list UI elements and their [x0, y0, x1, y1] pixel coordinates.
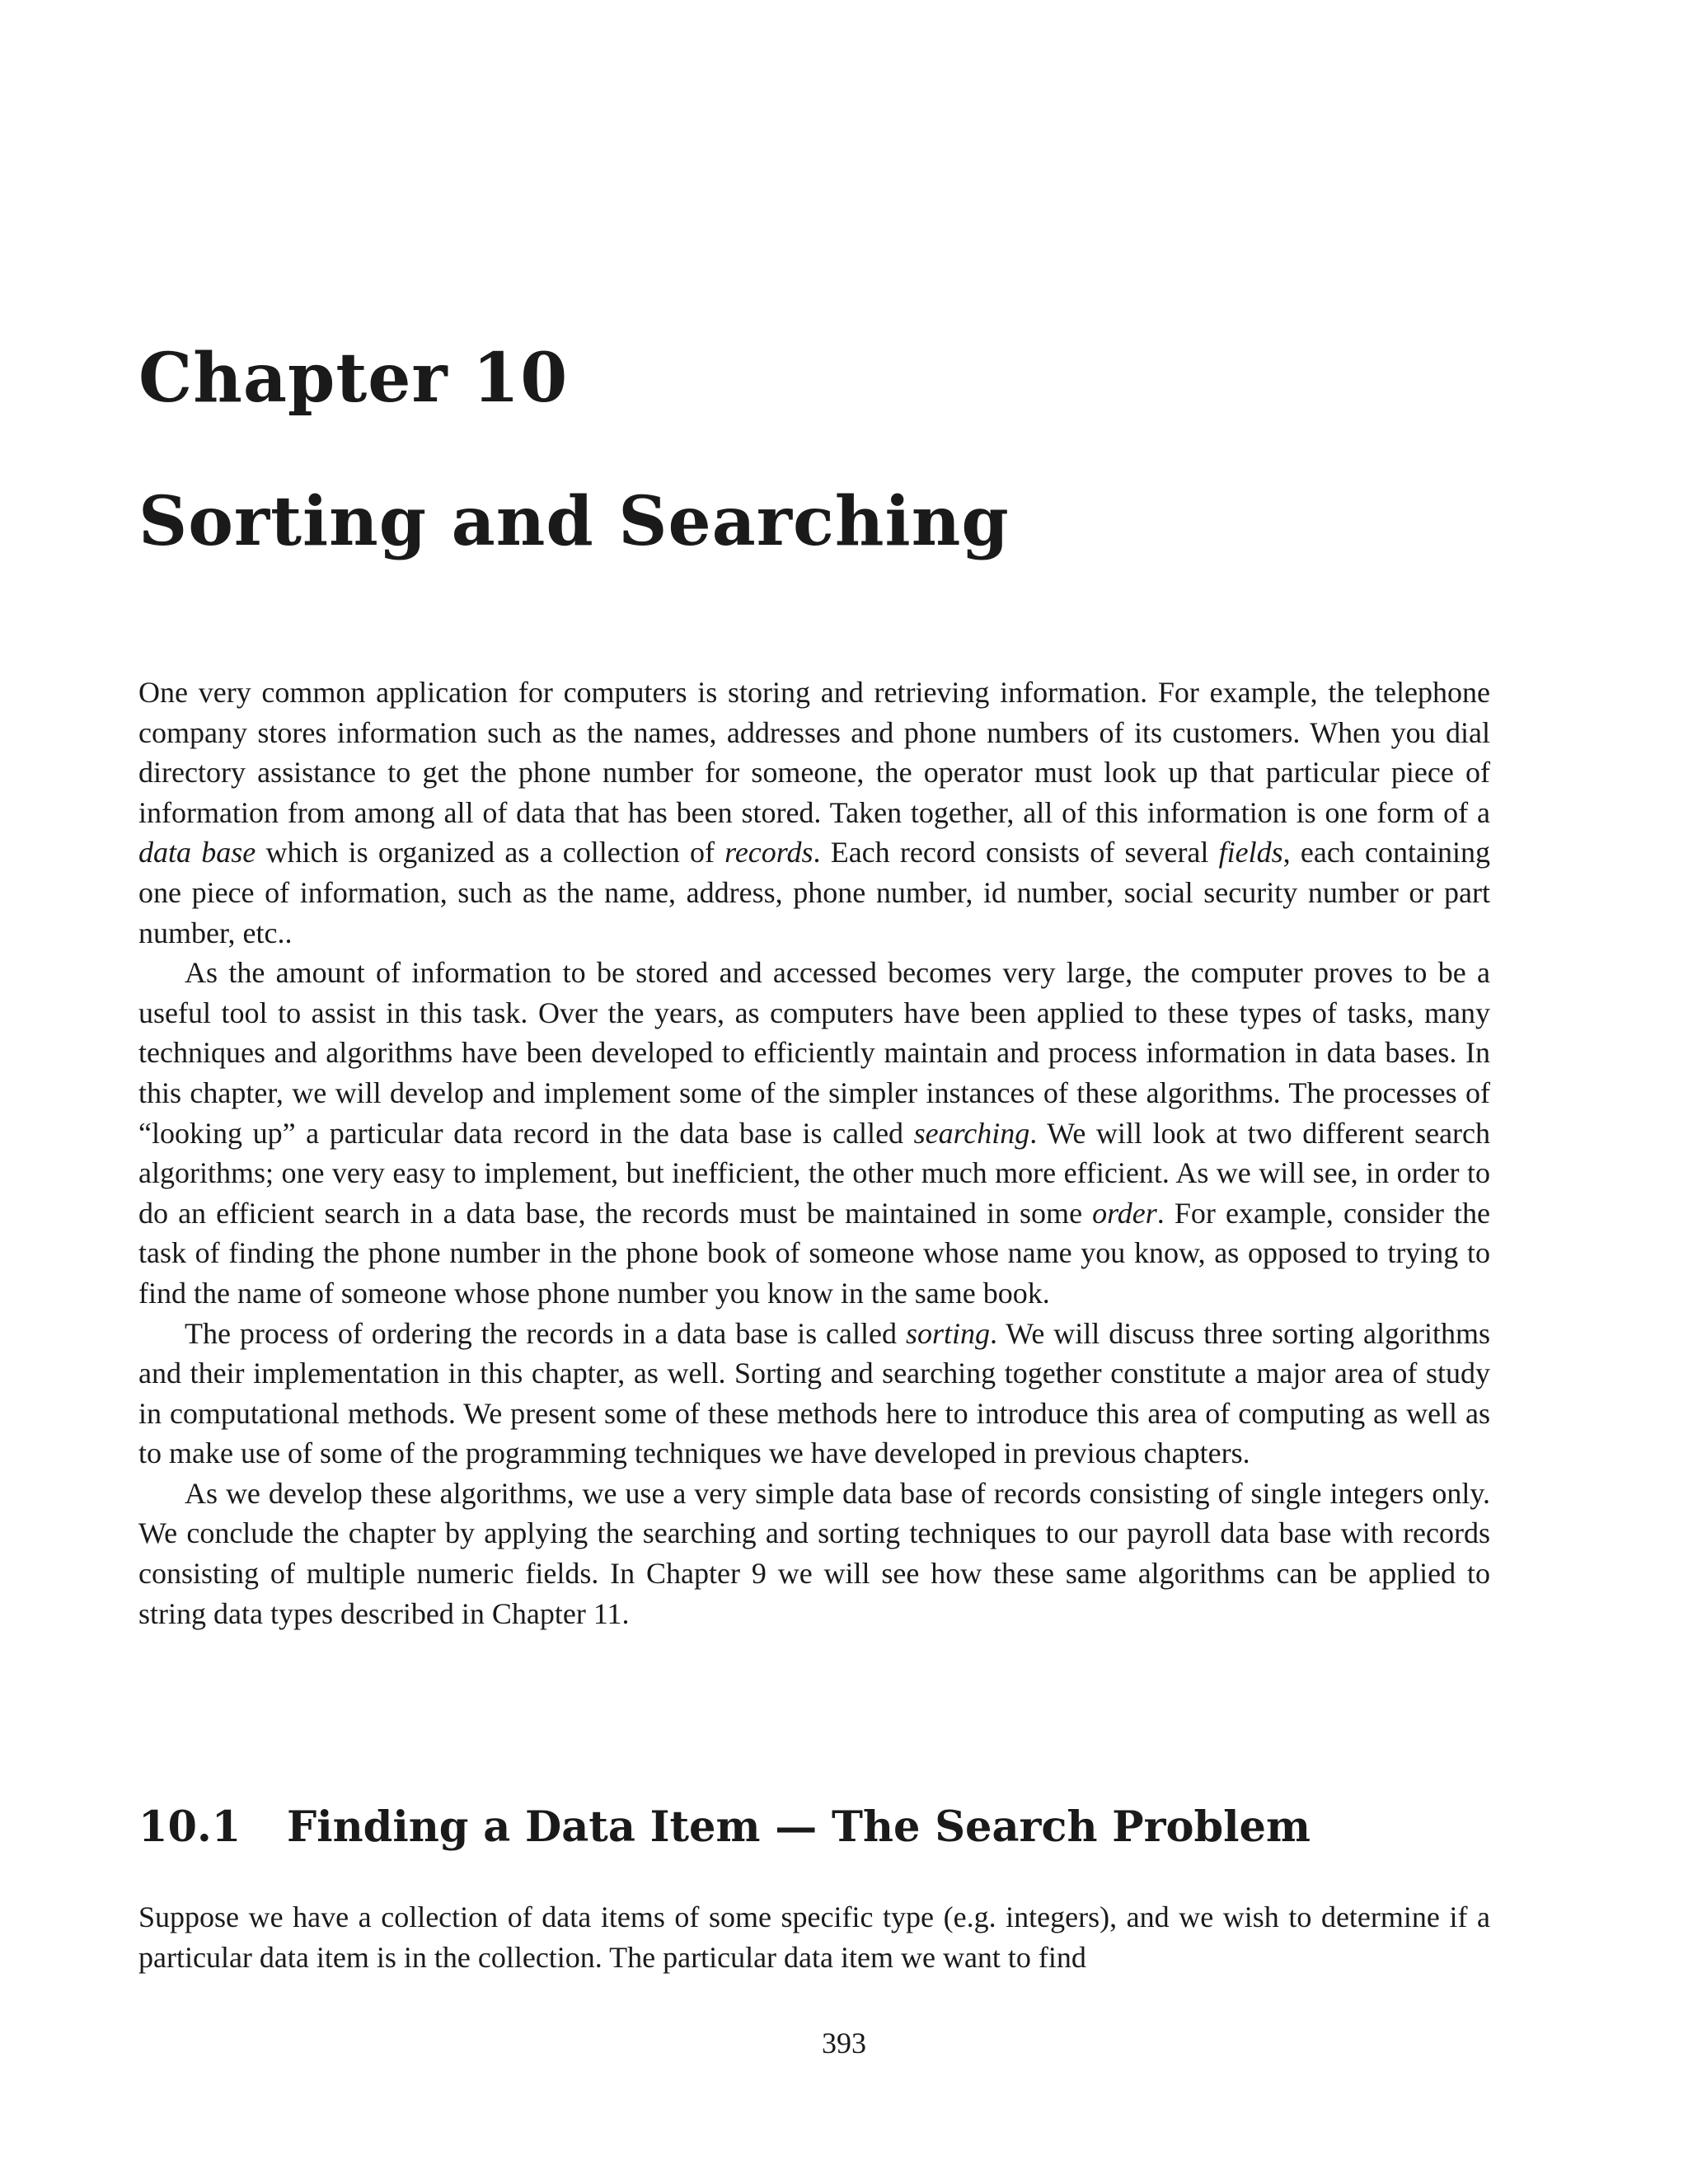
term-searching: searching [913, 1116, 1030, 1150]
intro-paragraph-4: As we develop these algorithms, we use a very simple data base of records consisting of single integers only. We conclude the chapter by applying the searching and sorting techniques to our payroll data base with records consisting of multiple numeric fields. In Chapter 9 we will see how these same algorithms can be applied to string data types described in Chapter 11. [138, 1476, 1490, 1630]
chapter-title: Sorting and Searching [138, 482, 1010, 561]
intro-text [138, 673, 1490, 1633]
section-text [138, 1897, 1490, 1977]
section-number: 10.1 [138, 1802, 241, 1852]
term-sorting: sorting [905, 1316, 990, 1350]
term-order: order [1092, 1196, 1157, 1230]
intro-paragraph-2: As the amount of information to be stored and accessed becomes very large, the computer proves to be a useful tool to assist in this task. Over the years, as computers have been applied to these types of tasks, many techniques and algorithms have been developed to efficiently maintain and process information in data bases. In this chapter, we will develop and implement some of the simpler instances of these algorithms. The processes of “looking up” a particular data record in the data base is called searching. We will look at two different search algorithms; one very easy to implement, but inefficient, the other much more efficient. As we will see, in order to do an efficient search in a data base, the records must be maintained in some order. For example, consider the task of finding the phone number in the phone book of someone whose name you know, as opposed to trying to find the name of someone whose phone number you know in the same book. [138, 956, 1491, 1310]
chapter-label: Chapter 10 [138, 339, 569, 418]
intro-paragraph-1: One very common application for computers is storing and retrieving information. For example, the telephone company stores information such as the names, addresses and phone numbers of its customers. When you dial directory assistance to get the phone number for someone, the operator must look up that particular piece of information from among all of data that has been stored. Taken together, all of this information is one form of a data base which is organized as a collection of records. Each record consists of several fields, each containing one piece of information, such as the name, address, phone number, id number, social security number or part number, etc.. [138, 676, 1490, 949]
section-heading [138, 1802, 1311, 1852]
term-data-base: data base [138, 836, 256, 869]
term-fields: fields [1218, 836, 1283, 869]
intro-paragraph-3: The process of ordering the records in a data base is called sorting. We will discuss three sorting algorithms and their implementation in this chapter, as well. Sorting and searching together constitute a major area of study in computational methods. We present some of these methods here to introduce this area of computing as well as to make use of some of the programming techniques we have developed in previous chapters. [138, 1316, 1490, 1470]
page-number: 393 [822, 2027, 866, 2060]
section-paragraph-1: Suppose we have a collection of data items of some specific type (e.g. integers), and we wish to determine if a particular data item is in the collection. The particular data item we want to find [138, 1900, 1490, 1974]
section-title: Finding a Data Item — The Search Problem [287, 1802, 1311, 1852]
term-records: records [724, 836, 814, 869]
